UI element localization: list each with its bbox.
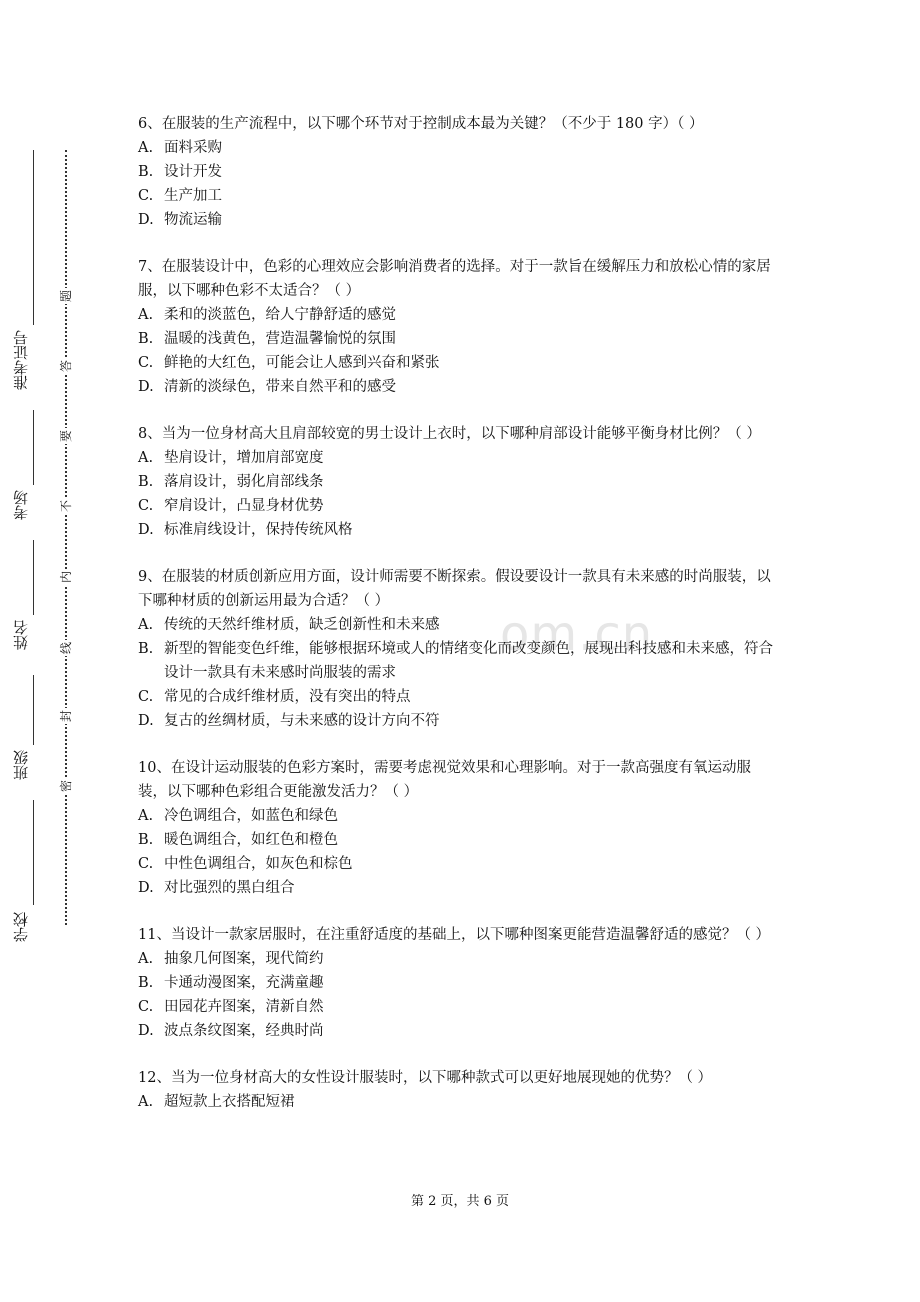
- option-letter: A.: [138, 140, 154, 156]
- option-d[interactable]: [138, 208, 778, 232]
- seal-char-yao: 要: [59, 430, 73, 443]
- exam-id-line: [33, 150, 34, 325]
- option-a[interactable]: [138, 1090, 778, 1114]
- seal-char-da: 答: [59, 360, 73, 373]
- option-text: 对比强烈的黑白组合: [164, 880, 295, 896]
- option-text: 面料采购: [164, 140, 222, 156]
- exam-room-label: 考场: [12, 490, 30, 520]
- option-letter: A.: [138, 951, 154, 967]
- watermark: om.cn: [500, 606, 654, 662]
- option-letter: D.: [138, 713, 154, 729]
- option-text: 鲜艳的大红色，可能会让人感到兴奋和紧张: [164, 355, 440, 371]
- question-7: [138, 255, 778, 399]
- option-text: 抽象几何图案，现代简约: [164, 951, 324, 967]
- option-text: 冷色调组合，如蓝色和绿色: [164, 808, 338, 824]
- option-letter: B.: [138, 641, 154, 657]
- option-letter: D.: [138, 522, 154, 538]
- name-label: 姓名: [12, 620, 30, 650]
- seal-dotted-line: [65, 150, 67, 925]
- exam-id-label: 准考证号: [12, 330, 30, 390]
- option-d[interactable]: [138, 375, 778, 399]
- exam-room-line: [33, 410, 34, 485]
- seal-char-xian: 线: [59, 642, 73, 655]
- question-11: [138, 923, 778, 1043]
- question-12: [138, 1066, 778, 1114]
- option-a[interactable]: [138, 947, 778, 971]
- school-line: [33, 800, 34, 905]
- option-text: 复古的丝绸材质，与未来感的设计方向不符: [164, 713, 440, 729]
- option-text: 中性色调组合，如灰色和棕色: [164, 856, 353, 872]
- option-text: 超短款上衣搭配短裙: [164, 1094, 295, 1110]
- class-line: [33, 675, 34, 745]
- question-stem: 10、在设计运动服装的色彩方案时，需要考虑视觉效果和心理影响。对于一款高强度有氧运动服装，以下哪种色彩组合更能激发活力？（ ）: [138, 760, 751, 800]
- page-footer: 第 2 页，共 6 页: [410, 1194, 510, 1209]
- question-stem: 6、在服装的生产流程中，以下哪个环节对于控制成本最为关键？（不少于 180 字）（ ）: [138, 116, 704, 132]
- option-b[interactable]: [138, 828, 778, 852]
- option-a[interactable]: [138, 446, 778, 470]
- option-c[interactable]: [138, 351, 778, 375]
- option-text: 温暖的浅黄色，营造温馨愉悦的氛围: [164, 331, 396, 347]
- option-a[interactable]: [138, 136, 778, 160]
- option-a[interactable]: [138, 613, 778, 637]
- option-text: 柔和的淡蓝色，给人宁静舒适的感觉: [164, 307, 396, 323]
- question-8: [138, 422, 778, 542]
- option-letter: C.: [138, 856, 154, 872]
- option-a[interactable]: [138, 804, 778, 828]
- seal-char-mi: 密: [59, 780, 73, 793]
- question-stem: 12、当为一位身材高大的女性设计服装时，以下哪种款式可以更好地展现她的优势？（ ）: [138, 1070, 713, 1086]
- option-letter: C.: [138, 689, 154, 705]
- option-c[interactable]: [138, 995, 778, 1019]
- option-text: 物流运输: [164, 212, 222, 228]
- option-d[interactable]: [138, 876, 778, 900]
- option-b[interactable]: [138, 327, 778, 351]
- option-text: 田园花卉图案，清新自然: [164, 999, 324, 1015]
- option-letter: B.: [138, 164, 154, 180]
- option-d[interactable]: [138, 1019, 778, 1043]
- option-letter: A.: [138, 450, 154, 466]
- option-text: 生产加工: [164, 188, 222, 204]
- question-9: [138, 565, 778, 733]
- option-letter: C.: [138, 999, 154, 1015]
- option-letter: D.: [138, 212, 154, 228]
- option-text: 清新的淡绿色，带来自然平和的感受: [164, 379, 396, 395]
- option-a[interactable]: [138, 303, 778, 327]
- option-letter: A.: [138, 808, 154, 824]
- option-letter: D.: [138, 379, 154, 395]
- option-c[interactable]: [138, 685, 778, 709]
- seal-char-bu: 不: [59, 500, 73, 513]
- option-text: 设计开发: [164, 164, 222, 180]
- option-b[interactable]: [138, 160, 778, 184]
- option-c[interactable]: [138, 494, 778, 518]
- option-d[interactable]: [138, 709, 778, 733]
- option-b[interactable]: [138, 470, 778, 494]
- option-text: 垫肩设计，增加肩部宽度: [164, 450, 324, 466]
- question-stem: 9、在服装的材质创新应用方面，设计师需要不断探索。假设要设计一款具有未来感的时尚服装，以下哪种材质的创新运用最为合适？（ ）: [138, 569, 771, 609]
- option-letter: C.: [138, 355, 154, 371]
- option-d[interactable]: [138, 518, 778, 542]
- option-letter: B.: [138, 975, 154, 991]
- option-letter: C.: [138, 498, 154, 514]
- option-letter: D.: [138, 1023, 154, 1039]
- question-stem: 8、当为一位身材高大且肩部较宽的男士设计上衣时，以下哪种肩部设计能够平衡身材比例？（ ）: [138, 426, 761, 442]
- question-10: [138, 756, 778, 900]
- question-stem: 7、在服装设计中，色彩的心理效应会影响消费者的选择。对于一款旨在缓解压力和放松心情的家居服，以下哪种色彩不太适合？（ ）: [138, 259, 771, 299]
- option-letter: A.: [138, 1094, 154, 1110]
- option-b[interactable]: [138, 637, 778, 685]
- seal-char-feng: 封: [59, 710, 73, 723]
- question-list: [138, 112, 778, 1137]
- question-6: [138, 112, 778, 232]
- option-letter: D.: [138, 880, 154, 896]
- option-text: 暖色调组合，如红色和橙色: [164, 832, 338, 848]
- seal-char-ti: 题: [59, 290, 73, 303]
- option-letter: B.: [138, 331, 154, 347]
- option-letter: A.: [138, 307, 154, 323]
- option-text: 卡通动漫图案，充满童趣: [164, 975, 324, 991]
- school-label: 学校: [12, 912, 30, 942]
- option-b[interactable]: [138, 971, 778, 995]
- option-letter: B.: [138, 474, 154, 490]
- option-text: 标准肩线设计，保持传统风格: [164, 522, 353, 538]
- option-c[interactable]: [138, 852, 778, 876]
- option-text: 落肩设计，弱化肩部线条: [164, 474, 324, 490]
- option-c[interactable]: [138, 184, 778, 208]
- seal-char-nei: 内: [59, 571, 73, 584]
- name-line: [33, 540, 34, 615]
- option-letter: B.: [138, 832, 154, 848]
- option-letter: A.: [138, 617, 154, 633]
- question-stem: 11、当设计一款家居服时，在注重舒适度的基础上，以下哪种图案更能营造温馨舒适的感觉？（ ）: [138, 927, 771, 943]
- option-letter: C.: [138, 188, 154, 204]
- option-text: 常见的合成纤维材质，没有突出的特点: [164, 689, 411, 705]
- option-text: 新型的智能变色纤维，能够根据环境或人的情绪变化而改变颜色，展现出科技感和未来感，符合设计一款具有未来感时尚服装的需求: [164, 641, 773, 681]
- option-text: 传统的天然纤维材质，缺乏创新性和未来感: [164, 617, 440, 633]
- class-label: 班级: [12, 750, 30, 780]
- option-text: 窄肩设计，凸显身材优势: [164, 498, 324, 514]
- option-text: 波点条纹图案，经典时尚: [164, 1023, 324, 1039]
